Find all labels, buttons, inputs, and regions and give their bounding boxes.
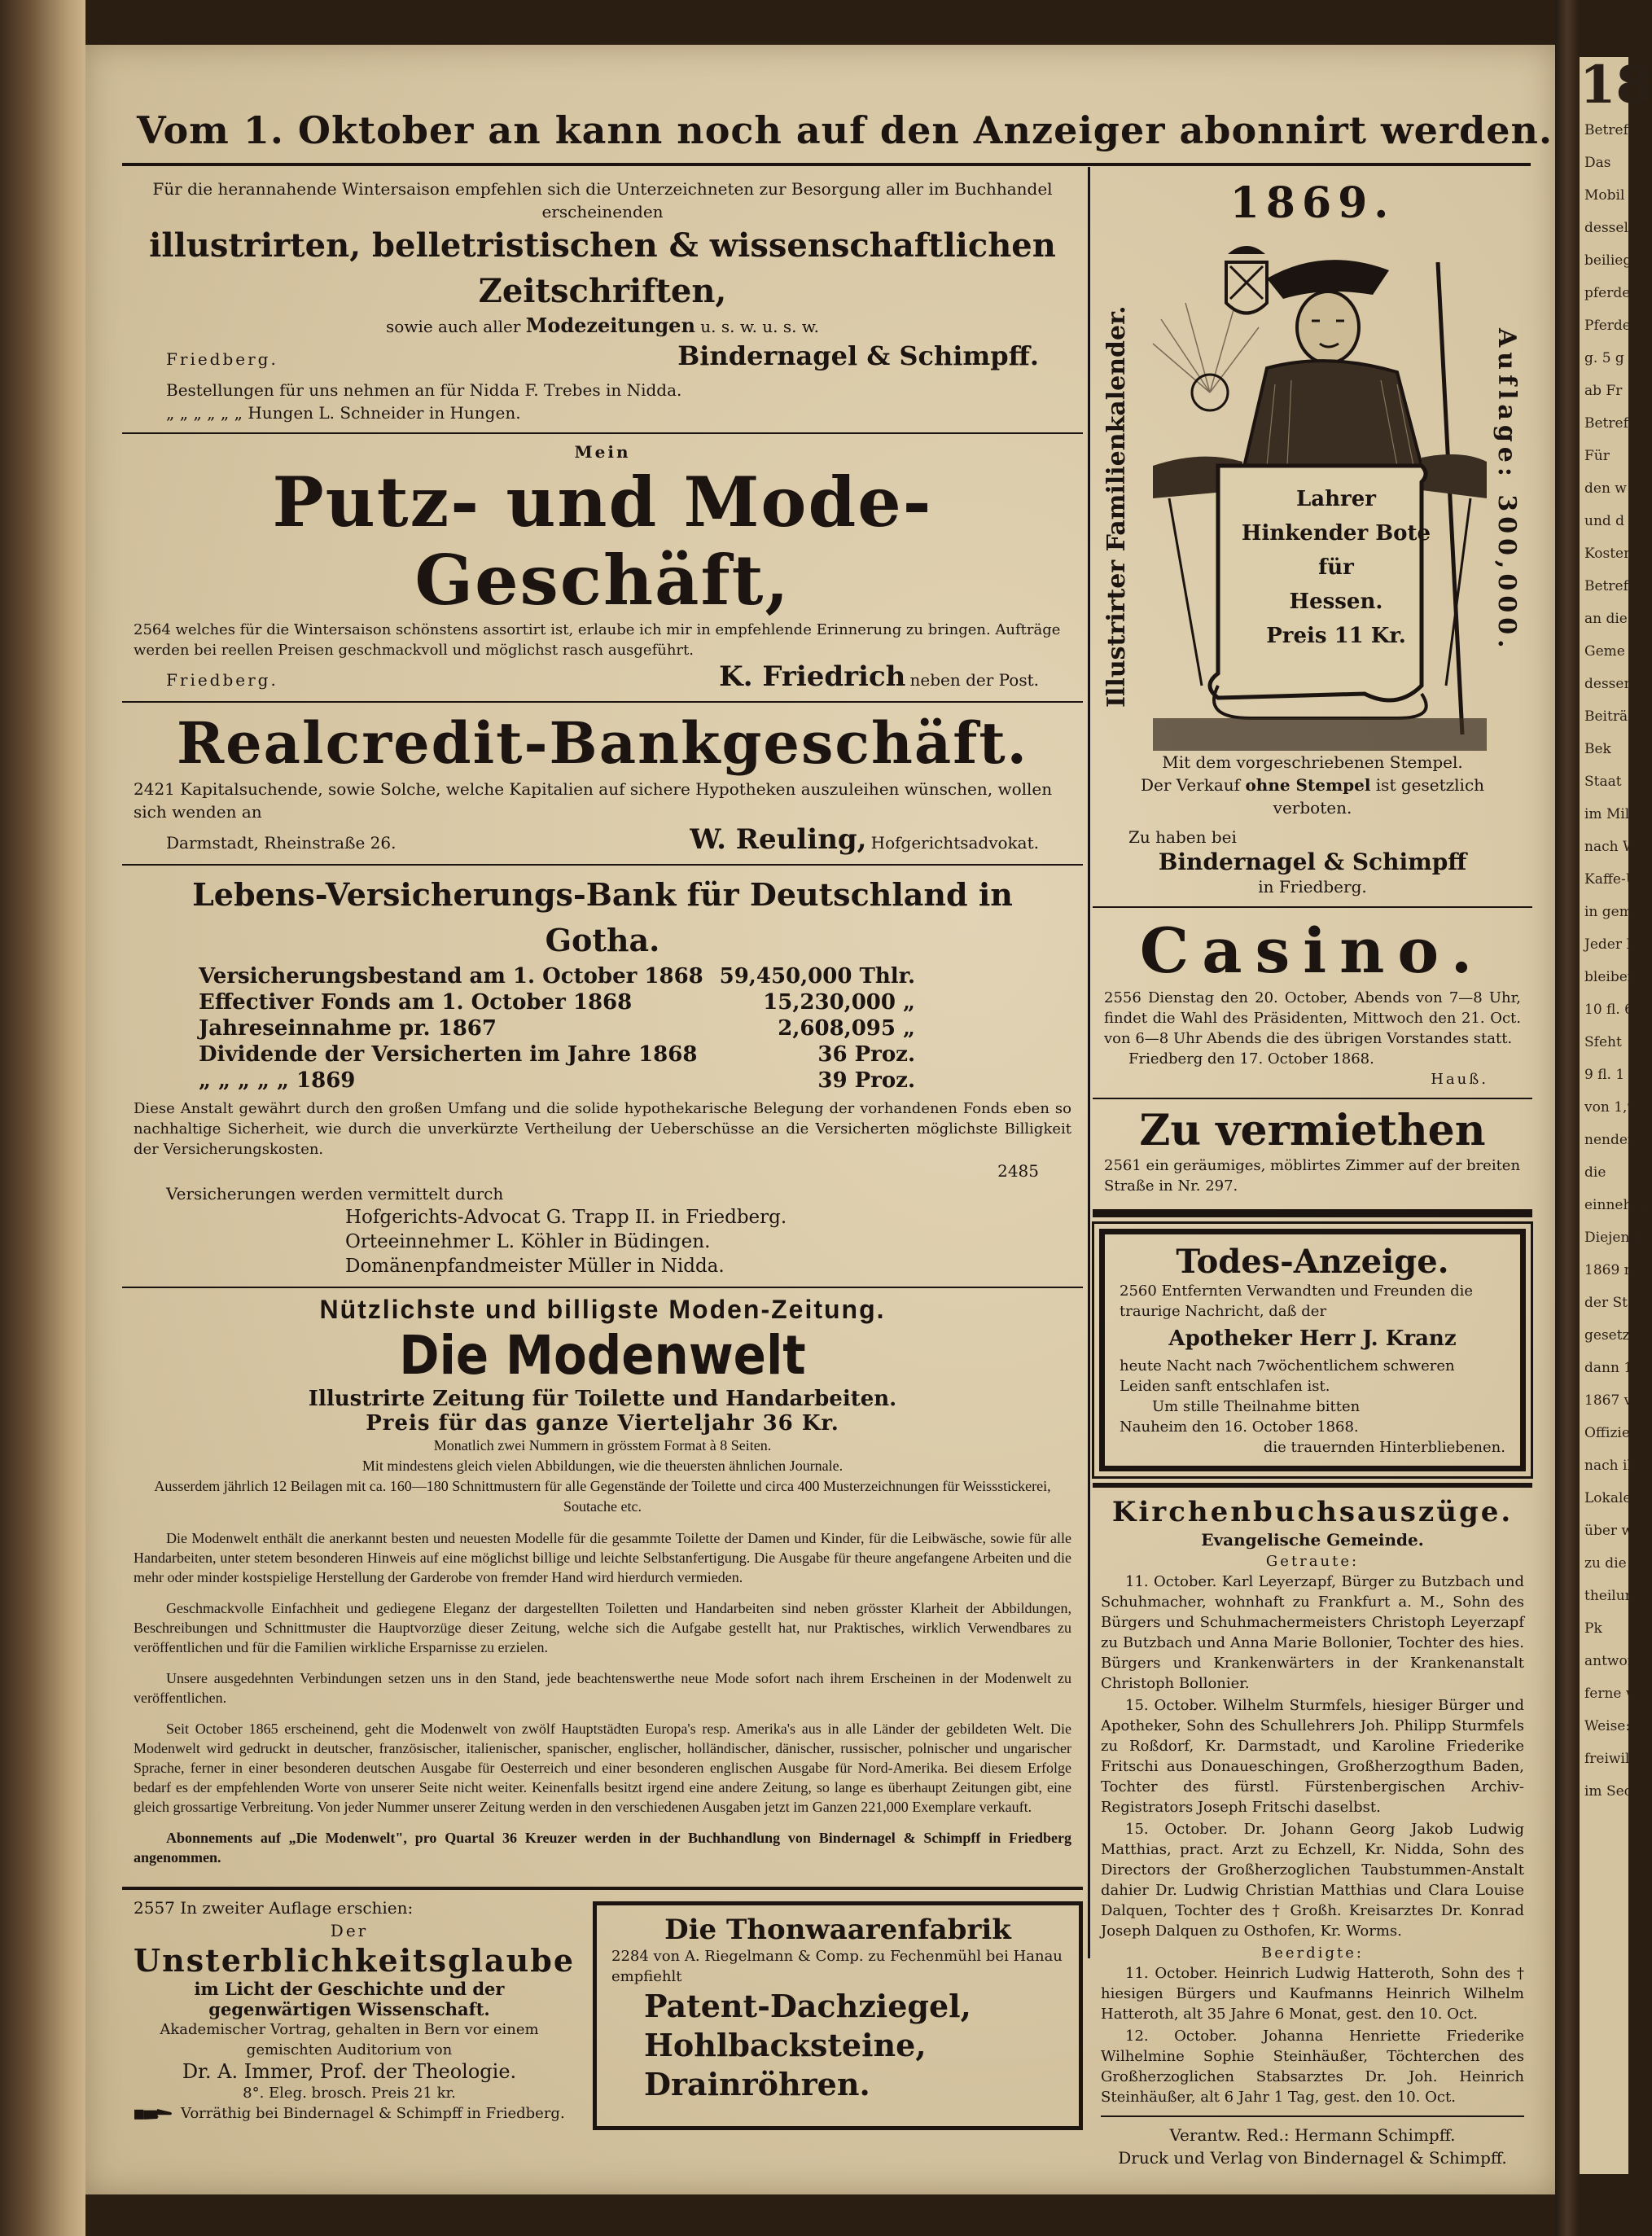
todes-text-2: heute Nacht nach 7wöchentlichem schweren Leiden sanft entschlafen ist. <box>1120 1357 1455 1395</box>
agent-line: Domänenpfandmeister Müller in Nidda. <box>345 1256 725 1277</box>
ad-title: Unsterblichkeitsglaube <box>134 1942 576 1979</box>
adjacent-page-line: 10 fl. 6 <box>1584 1002 1633 1018</box>
adjacent-page-line: der Sta <box>1584 1295 1637 1311</box>
calendar-sale-note <box>1104 774 1521 819</box>
adjacent-page-line: Für <box>1584 448 1610 464</box>
adjacent-page-line: bleiben <box>1584 969 1637 985</box>
calendar-available: Zu haben bei <box>1128 827 1237 847</box>
agents-list <box>134 1205 1071 1278</box>
adjacent-page-line: Staat <box>1584 774 1622 790</box>
kirchenbuch-congregation: Evangelische Gemeinde. <box>1201 1530 1424 1550</box>
adjacent-page-line: Weise: <box>1584 1718 1631 1734</box>
casino-body: Dienstag den 20. October, Abends von 7—8 Uhr, findet die Wahl des Präsidenten, Mittwoch den 21. Oct. von 6—8 Uhr Abends die des übrigen Vorstandes statt. <box>1104 989 1521 1047</box>
calendar-scroll-line: Hessen. <box>1289 590 1383 614</box>
right-column <box>1093 171 1532 2172</box>
ad-intro: Für die herannahende Wintersaison empfehlen sich die Unterzeichneten zur Besorgung aller im Buchhandel erscheinenden <box>152 179 1053 221</box>
insurance-row <box>134 989 1071 1015</box>
ad-person-title: Hofgerichtsadvokat. <box>870 833 1039 853</box>
orders-line-1: Bestellungen für uns nehmen an für Nidda F. Trebes in Nidda. <box>166 380 682 400</box>
ad-name: W. Reuling, <box>690 823 867 856</box>
thick-rule <box>1093 1483 1532 1488</box>
adjacent-page-line: desselb <box>1584 220 1637 236</box>
sale-post: ist gesetzlich verboten. <box>1273 775 1485 818</box>
insurance-row-value: 2,608,095 „ <box>778 1016 915 1041</box>
ad-stock-text: Vorräthig bei Bindernagel & Schimpff in Friedberg. <box>181 2105 565 2122</box>
insurance-row <box>134 963 1071 989</box>
ad-place: Friedberg. <box>166 349 278 369</box>
calendar-scroll-line: Hinkender Bote <box>1241 521 1431 546</box>
burial-entry: 11. October. Heinrich Ludwig Hatteroth, Sohn des † hiesigen Bürgers und Kaufmanns Heinrich Wilhelm Hatteroth, alt 35 Jahre 6 Monat, gest. den 10. Oct. <box>1101 1965 1524 2023</box>
ad-mein: Mein <box>574 442 631 462</box>
book-gutter <box>1555 0 1580 2236</box>
adjacent-page-line: einnehm <box>1584 1197 1645 1213</box>
adjacent-page-line: dessen <box>1584 676 1633 692</box>
married-list <box>1101 1572 1524 1941</box>
insurance-row-label: Dividende der Versicherten im Jahre 1868 <box>199 1042 698 1067</box>
subtitle-pre: sowie auch aller <box>386 317 521 336</box>
adjacent-page-line: Pk <box>1584 1620 1602 1637</box>
subscription-headline <box>122 98 1553 166</box>
ad-versicherung <box>122 866 1083 1288</box>
calendar-vertical-title: Illustrirter Familienkalender. <box>1102 305 1131 708</box>
calendar-scroll-text <box>1230 482 1442 653</box>
ad-paragraph-4: Seit October 1865 erscheinend, geht die Modenwelt von zwölf Hauptstädten Europa's resp. Amerika's aus in alle Länder der gebildeten Welt. Die Modenwelt wird gedruckt in deutscher, französischer, italienischer, spanischer, englischer, holländischer, dänischer, russischer, polnischer und ungarischer Sprache, ferner in einer besonderen deutschen Ausgabe für Oesterreich und einer besonderen englischen Ausgabe für Nord-Amerika. Bei diesem Erfolge bedarf es der empfehlenden Worte von unserer Seite nicht weiter. Keinenfalls besitzt irgend eine andere Zeitung, so lange es überhaupt Zeitungen gibt, eine gleich grossartige Verbreitung. Von jeder Nummer unserer Zeitung werden in den verschiedenen Ausgaben jetzt im Ganzen 221,000 Exemplare verkauft. <box>134 1721 1071 1815</box>
insurance-row-label: „ „ „ „ „ 1869 <box>199 1068 356 1093</box>
book-edge-left <box>0 0 85 2236</box>
headline-text: Vom 1. Oktober an kann noch auf den Anzeiger abonnirt werden. <box>137 108 1553 152</box>
burial-entry: 12. October. Johanna Henriette Friederike Wilhelmine Sophie Steinhäußer, Töchterchen des Großherzoglichen Stabsarztes Dr. Joh. Heinrich Steinhäußer, alt 6 Jahr 1 Tag, gest. den 10. Oct. <box>1101 2028 1524 2106</box>
ad-text: Diese Anstalt gewährt durch den großen Umfang und die solide hypothekarische Belegung der vorhandenen Fonds eben so nachhaltige Sicherheit, wie durch die unverkürzte Vertheilung der Ueberschüsse an die Versicherten möglichste Billigkeit der Versicherungskosten. <box>134 1100 1071 1158</box>
ad-modenwelt <box>122 1288 1083 1890</box>
adjacent-page-line: Das <box>1584 155 1611 171</box>
product-line: Patent-Dachziegel, <box>644 1988 971 2024</box>
marriage-entry: 15. October. Dr. Johann Georg Jakob Ludwig Matthias, pract. Arzt zu Echzell, Kr. Nidda, Sohn des Directors der Großherzoglichen Taubstummen-Anstalt dahier Dr. Ludwig Christian Matthias und Clara Louise Dalquen, Tochter des † Großh. Kreisarztes Dr. Konrad Joseph Dalquen zu Osthofen, Kr. Worms. <box>1101 1821 1524 1940</box>
todes-body: Entfernten Verwandten und Freunden die traurige Nachricht, daß der <box>1120 1282 1474 1320</box>
insurance-row-value: 39 Proz. <box>817 1068 915 1093</box>
ad-casino <box>1093 908 1532 1099</box>
thick-rule <box>1093 1209 1532 1217</box>
ad-title: Die Modenwelt <box>399 1324 806 1387</box>
adjacent-page-line: 9 fl. 1 <box>1584 1067 1625 1083</box>
ad-zeitschriften <box>122 171 1083 434</box>
buried-list <box>1101 1963 1524 2107</box>
casino-date: Friedberg den 17. October 1868. <box>1128 1050 1374 1068</box>
ad-line-1: Monatlich zwei Nummern in grösstem Format à 8 Seiten. <box>433 1437 772 1453</box>
adjacent-page-fragment <box>1580 55 1652 2174</box>
subtitle-bold: Modezeitungen <box>525 313 695 337</box>
ad-text <box>134 620 1071 660</box>
adjacent-page-line: in gema <box>1584 904 1641 920</box>
orders-line-2: „ „ „ „ „ „ Hungen L. Schneider in Hungen. <box>166 403 521 423</box>
adjacent-page-line: ab Fr <box>1584 383 1623 399</box>
vermiethen-text <box>1104 1155 1521 1196</box>
ad-location: neben der Post. <box>909 670 1039 690</box>
ad-title: Realcredit-Bankgeschäft. <box>176 709 1029 777</box>
ad-address: Darmstadt, Rheinstraße 26. <box>166 833 397 853</box>
calendar-year: 1869. <box>1229 178 1396 228</box>
adjacent-page-line: und d <box>1584 513 1625 529</box>
adjacent-page-line: Beiträ <box>1584 708 1628 725</box>
adjacent-page-line: Lokalen <box>1584 1490 1641 1506</box>
ad-text <box>134 778 1071 823</box>
agent-line: Hofgerichts-Advocat G. Trapp II. in Friedberg. <box>345 1207 787 1228</box>
ad-paragraph-1: Die Modenwelt enthält die anerkannt besten und neuesten Modelle für die gesammte Toilette der Damen und Kinder, für die Leibwäsche, sowie für alle Handarbeiten, unter stetem besonderen Hinweis auf eine möglichst billige und leichte Selbstanfertigung. Die Ausgabe für theure angefangene Arbeiten und die mehr oder minder kostspielige Herstellung der Garderobe von fremder Hand wird hierdurch vermieden. <box>134 1530 1071 1585</box>
imprint <box>1101 2115 1524 2169</box>
bottom-ads-row <box>122 1890 1083 2130</box>
calendar-scroll-line: Preis 11 Kr. <box>1266 624 1406 648</box>
ad-signature <box>690 823 1039 856</box>
adjacent-page-line: von 1,9 <box>1584 1099 1637 1116</box>
ad-kalender <box>1093 171 1532 908</box>
todes-name: Apotheker Herr J. Kranz <box>1168 1326 1457 1351</box>
adjacent-page-line: Mobil <box>1584 187 1625 204</box>
casino-signature: Hauß. <box>1431 1071 1488 1088</box>
adjacent-page-line: nenden <box>1584 1132 1637 1148</box>
adjacent-page-line: nach ih <box>1584 1458 1637 1474</box>
agents-intro: Versicherungen werden vermittelt durch <box>166 1184 504 1203</box>
ad-price: Preis für das ganze Vierteljahr 36 Kr. <box>366 1411 839 1436</box>
adjacent-page-line: g. 5 g <box>1584 350 1624 366</box>
ad-name: K. Friedrich <box>719 660 906 693</box>
ad-number: 2485 <box>997 1161 1039 1181</box>
adjacent-page-line: Betreff <box>1584 415 1633 432</box>
calendar-scroll-line: Lahrer <box>1296 487 1376 511</box>
ad-unsterblichkeit <box>122 1890 576 2130</box>
imprint-publisher: Druck und Verlag von Bindernagel & Schimpff. <box>1118 2148 1507 2168</box>
casino-text <box>1104 988 1521 1049</box>
todes-text-1 <box>1120 1281 1505 1322</box>
adjacent-page-lines <box>1580 114 1645 1808</box>
calendar-scroll-line: für <box>1318 555 1354 580</box>
adjacent-page-line: Jeder L <box>1584 936 1636 953</box>
adjacent-page-line: Betreff <box>1584 578 1633 594</box>
ad-kicker: Nützlichste und billigste Moden-Zeitung. <box>319 1295 886 1324</box>
pointing-hand-icon <box>134 2106 174 2122</box>
ad-author: Dr. A. Immer, Prof. der Theologie. <box>182 2060 517 2083</box>
todes-request: Um stille Theilnahme bitten <box>1152 1398 1361 1415</box>
sale-pre: Der Verkauf <box>1140 775 1241 795</box>
todes-signed: die trauernden Hinterbliebenen. <box>1263 1439 1505 1456</box>
ad-signature-row <box>134 338 1071 374</box>
adjacent-page-line: pferde <box>1584 285 1631 301</box>
subtitle-post: u. s. w. u. s. w. <box>700 317 819 336</box>
ad-place: Friedberg. <box>166 670 278 690</box>
insurance-row <box>134 1015 1071 1041</box>
ad-subtitle: Illustrirte Zeitung für Toilette und Handarbeiten. <box>308 1387 897 1411</box>
ad-desc: Akademischer Vortrag, gehalten in Bern vor einem gemischten Auditorium von <box>160 2021 539 2058</box>
adjacent-page-line: dann 1 <box>1584 1360 1633 1376</box>
calendar-place: in Friedberg. <box>1258 877 1367 897</box>
vermiethen-title: Zu vermiethen <box>1139 1106 1486 1155</box>
column-divider <box>1088 167 1090 1958</box>
adjacent-page-line: im Sec <box>1584 1783 1632 1800</box>
ad-format: 8°. Eleg. brosch. Preis 21 kr. <box>243 2085 456 2102</box>
ad-signature-row <box>134 660 1071 693</box>
ad-putz-mode <box>122 434 1083 703</box>
adjacent-page-line: antwort <box>1584 1653 1640 1669</box>
adjacent-page-line: theilun <box>1584 1588 1634 1604</box>
ad-signature-row <box>134 823 1071 856</box>
ad-title: Die Thonwaarenfabrik <box>664 1914 1011 1946</box>
adjacent-page-line: beilieg <box>1584 252 1632 269</box>
ad-title: illustrirten, belletristischen & wissenschaftlichen Zeitschriften, <box>149 226 1056 310</box>
ad-title: Putz- und Mode-Geschäft, <box>272 462 933 620</box>
adjacent-page-line: freiwil <box>1584 1751 1630 1767</box>
insurance-row <box>134 1068 1071 1094</box>
ad-vermiethen <box>1093 1099 1532 1204</box>
ad-signature <box>719 660 1039 693</box>
ad-number: 2564 <box>134 621 171 638</box>
product-line: Drainröhren. <box>644 2066 870 2102</box>
adjacent-page-line: zu die <box>1584 1555 1627 1572</box>
insurance-row <box>134 1041 1071 1068</box>
insurance-row-value: 59,450,000 Thlr. <box>719 964 915 989</box>
adjacent-page-line: Offizier <box>1584 1425 1637 1441</box>
adjacent-page-line: Pferde <box>1584 318 1631 334</box>
adjacent-page-line: Diejenig <box>1584 1230 1643 1246</box>
todes-place: Nauheim den 16. October 1868. <box>1120 1418 1359 1436</box>
adjacent-page-line: über wi <box>1584 1523 1638 1539</box>
todes-title: Todes-Anzeige. <box>1176 1243 1449 1281</box>
adjacent-page-line: 1869 nu <box>1584 1262 1642 1278</box>
ad-paragraph-5: Abonnements auf „Die Modenwelt", pro Quartal 36 Kreuzer werden in der Buchhandlung von Bindernagel & Schimpff in Friedberg angenommen. <box>134 1830 1071 1866</box>
adjacent-page-line: nach W <box>1584 839 1637 855</box>
insurance-row-label: Effectiver Fonds am 1. October 1868 <box>199 990 633 1015</box>
left-column <box>122 171 1083 2130</box>
calendar-print-run: Auflage: 300,000. <box>1492 327 1521 653</box>
adjacent-page-line: an die <box>1584 611 1628 627</box>
ad-stock <box>134 2103 565 2124</box>
adjacent-page-line: gesetzl <box>1584 1327 1634 1344</box>
ad-paragraph-3: Unsere ausgedehnten Verbindungen setzen uns in den Stand, jede beachtenswerthe neue Mode sofort nach ihrem Erscheinen in der Modenwelt zu veröffentlichen. <box>134 1670 1071 1706</box>
ad-realcredit <box>122 703 1083 866</box>
ad-title: Lebens-Versicherungs-Bank für Deutschland in Gotha. <box>192 876 1013 958</box>
ad-number: 2557 <box>134 1898 175 1918</box>
adjacent-page-line: Geme <box>1584 643 1625 660</box>
insurance-row-value: 36 Proz. <box>817 1042 915 1067</box>
adjacent-page-number: 18 <box>1580 55 1652 116</box>
vermiethen-number: 2561 <box>1104 1157 1142 1174</box>
ad-products <box>611 1987 1064 2104</box>
ad-paragraph-2: Geschmackvolle Einfachheit und gediegene Eleganz der dargestellten Toiletten und Handarbeiten sind neben grösster Klarheit der Abbildungen, Beschreibungen und Schnittmuster die Hauptvorzüge dieser Zeitung, welche sich die Aufgabe gestellt hat, nur Praktisches, wirklich Verwendbares zu veröffentlichen und für die Familien wirkliche Ersparnisse zu erzielen. <box>134 1600 1071 1655</box>
adjacent-page-line: ferne w <box>1584 1686 1638 1702</box>
kirchenbuch-section <box>1093 1493 1532 2172</box>
buried-heading: Beerdigte: <box>1261 1944 1364 1962</box>
adjacent-page-line: den w <box>1584 480 1627 497</box>
agent-line: Orteeinnehmer L. Köhler in Büdingen. <box>345 1231 711 1252</box>
insurance-row-label: Versicherungsbestand am 1. October 1868 <box>199 964 703 989</box>
ad-line-3: Ausserdem jährlich 12 Beilagen mit ca. 160—180 Schnittmustern für alle Gegenstände der Toilette und circa 400 Musterzeichnungen für Weissstickerei, Soutache etc. <box>154 1478 1051 1515</box>
casino-number: 2556 <box>1104 989 1142 1006</box>
ad-thonwaaren <box>593 1901 1083 2130</box>
todes-number: 2560 <box>1120 1282 1157 1300</box>
ad-intro: In zweiter Auflage erschien: <box>180 1898 414 1918</box>
calendar-firm: Bindernagel & Schimpff <box>1158 848 1467 875</box>
ad-firm: Bindernagel & Schimpff. <box>677 340 1039 371</box>
marriage-entry: 15. October. Wilhelm Sturmfels, hiesiger Bürger und Apotheker, Sohn des Schullehrers Joh. Philipp Sturmfels zu Roßdorf, Kr. Darmstadt, und Karoline Friederike Fritschi aus Donaueschingen, Großherzogthum Baden, Tochter des fürstl. Fürstenbergischen Archiv-Registrators Joseph Fritschi daselbst. <box>1101 1697 1524 1816</box>
ad-line-2: Mit mindestens gleich vielen Abbildungen, wie die theuersten ähnlichen Journale. <box>362 1458 844 1474</box>
adjacent-page-line: im Mil <box>1584 806 1630 822</box>
adjacent-page-line: Sfeht <box>1584 1034 1622 1050</box>
calendar-stamp-note: Mit dem vorgeschriebenen Stempel. <box>1162 752 1463 772</box>
imprint-editor: Verantw. Red.: Hermann Schimpff. <box>1169 2125 1456 2145</box>
kirchenbuch-title: Kirchenbuchsauszüge. <box>1111 1496 1514 1528</box>
product-line: Hohlbacksteine, <box>644 2027 927 2063</box>
ad-body: Kapitalsuchende, sowie Solche, welche Kapitalien auf sichere Hypotheken auszuleihen wünschen, wollen sich wenden an <box>134 779 1053 822</box>
adjacent-page-line: Kosten <box>1584 546 1633 562</box>
adjacent-page-line: 1867 vo <box>1584 1392 1641 1409</box>
insurance-figures-table <box>134 963 1071 1094</box>
adjacent-page-line: Betreff <box>1584 122 1633 138</box>
insurance-row-label: Jahreseinnahme pr. 1867 <box>199 1016 497 1041</box>
ad-subtitle <box>134 314 1071 338</box>
adjacent-page-line: Kaffe-U <box>1584 871 1638 888</box>
ad-todesanzeige <box>1099 1229 1526 1471</box>
adjacent-page-line: die <box>1584 1164 1606 1181</box>
marriage-entry: 11. October. Karl Leyerzapf, Bürger zu Butzbach und Schuhmacher, wohnhaft zu Frankfurt a. M., Sohn des Bürgers und Schuhmachermeisters Christoph Leyerzapf zu Butzbach und Anna Marie Bollonier, Tochter des hies. Bürgers und Krankenwärters in der Krankenanstalt Christoph Bollonier. <box>1101 1573 1524 1692</box>
casino-title: Casino. <box>1139 914 1486 987</box>
ad-intro-line <box>134 1896 565 1919</box>
insurance-row-value: 15,230,000 „ <box>763 990 915 1015</box>
adjacent-page-line: Bek <box>1584 741 1611 757</box>
ad-der: Der <box>330 1921 369 1940</box>
ad-text: 2284 von A. Riegelmann & Comp. zu Fechenmühl bei Hanau empfiehlt <box>611 1948 1063 1985</box>
ad-subtitle: im Licht der Geschichte und der gegenwärtigen Wissenschaft. <box>194 1979 505 2019</box>
ad-number: 2421 <box>134 779 175 799</box>
vermiethen-body: ein geräumiges, möblirtes Zimmer auf der breiten Straße in Nr. 297. <box>1104 1157 1521 1195</box>
married-heading: Getraute: <box>1265 1553 1360 1570</box>
calendar-illustration-box <box>1104 230 1521 751</box>
ad-body: welches für die Wintersaison schönstens assortirt ist, erlaube ich mir in empfehlende Erinnerung zu bringen. Aufträge werden bei reellen Preisen geschmackvoll und möglichst rasch ausgeführt. <box>134 621 1061 659</box>
sale-bold: ohne Stempel <box>1245 775 1371 795</box>
